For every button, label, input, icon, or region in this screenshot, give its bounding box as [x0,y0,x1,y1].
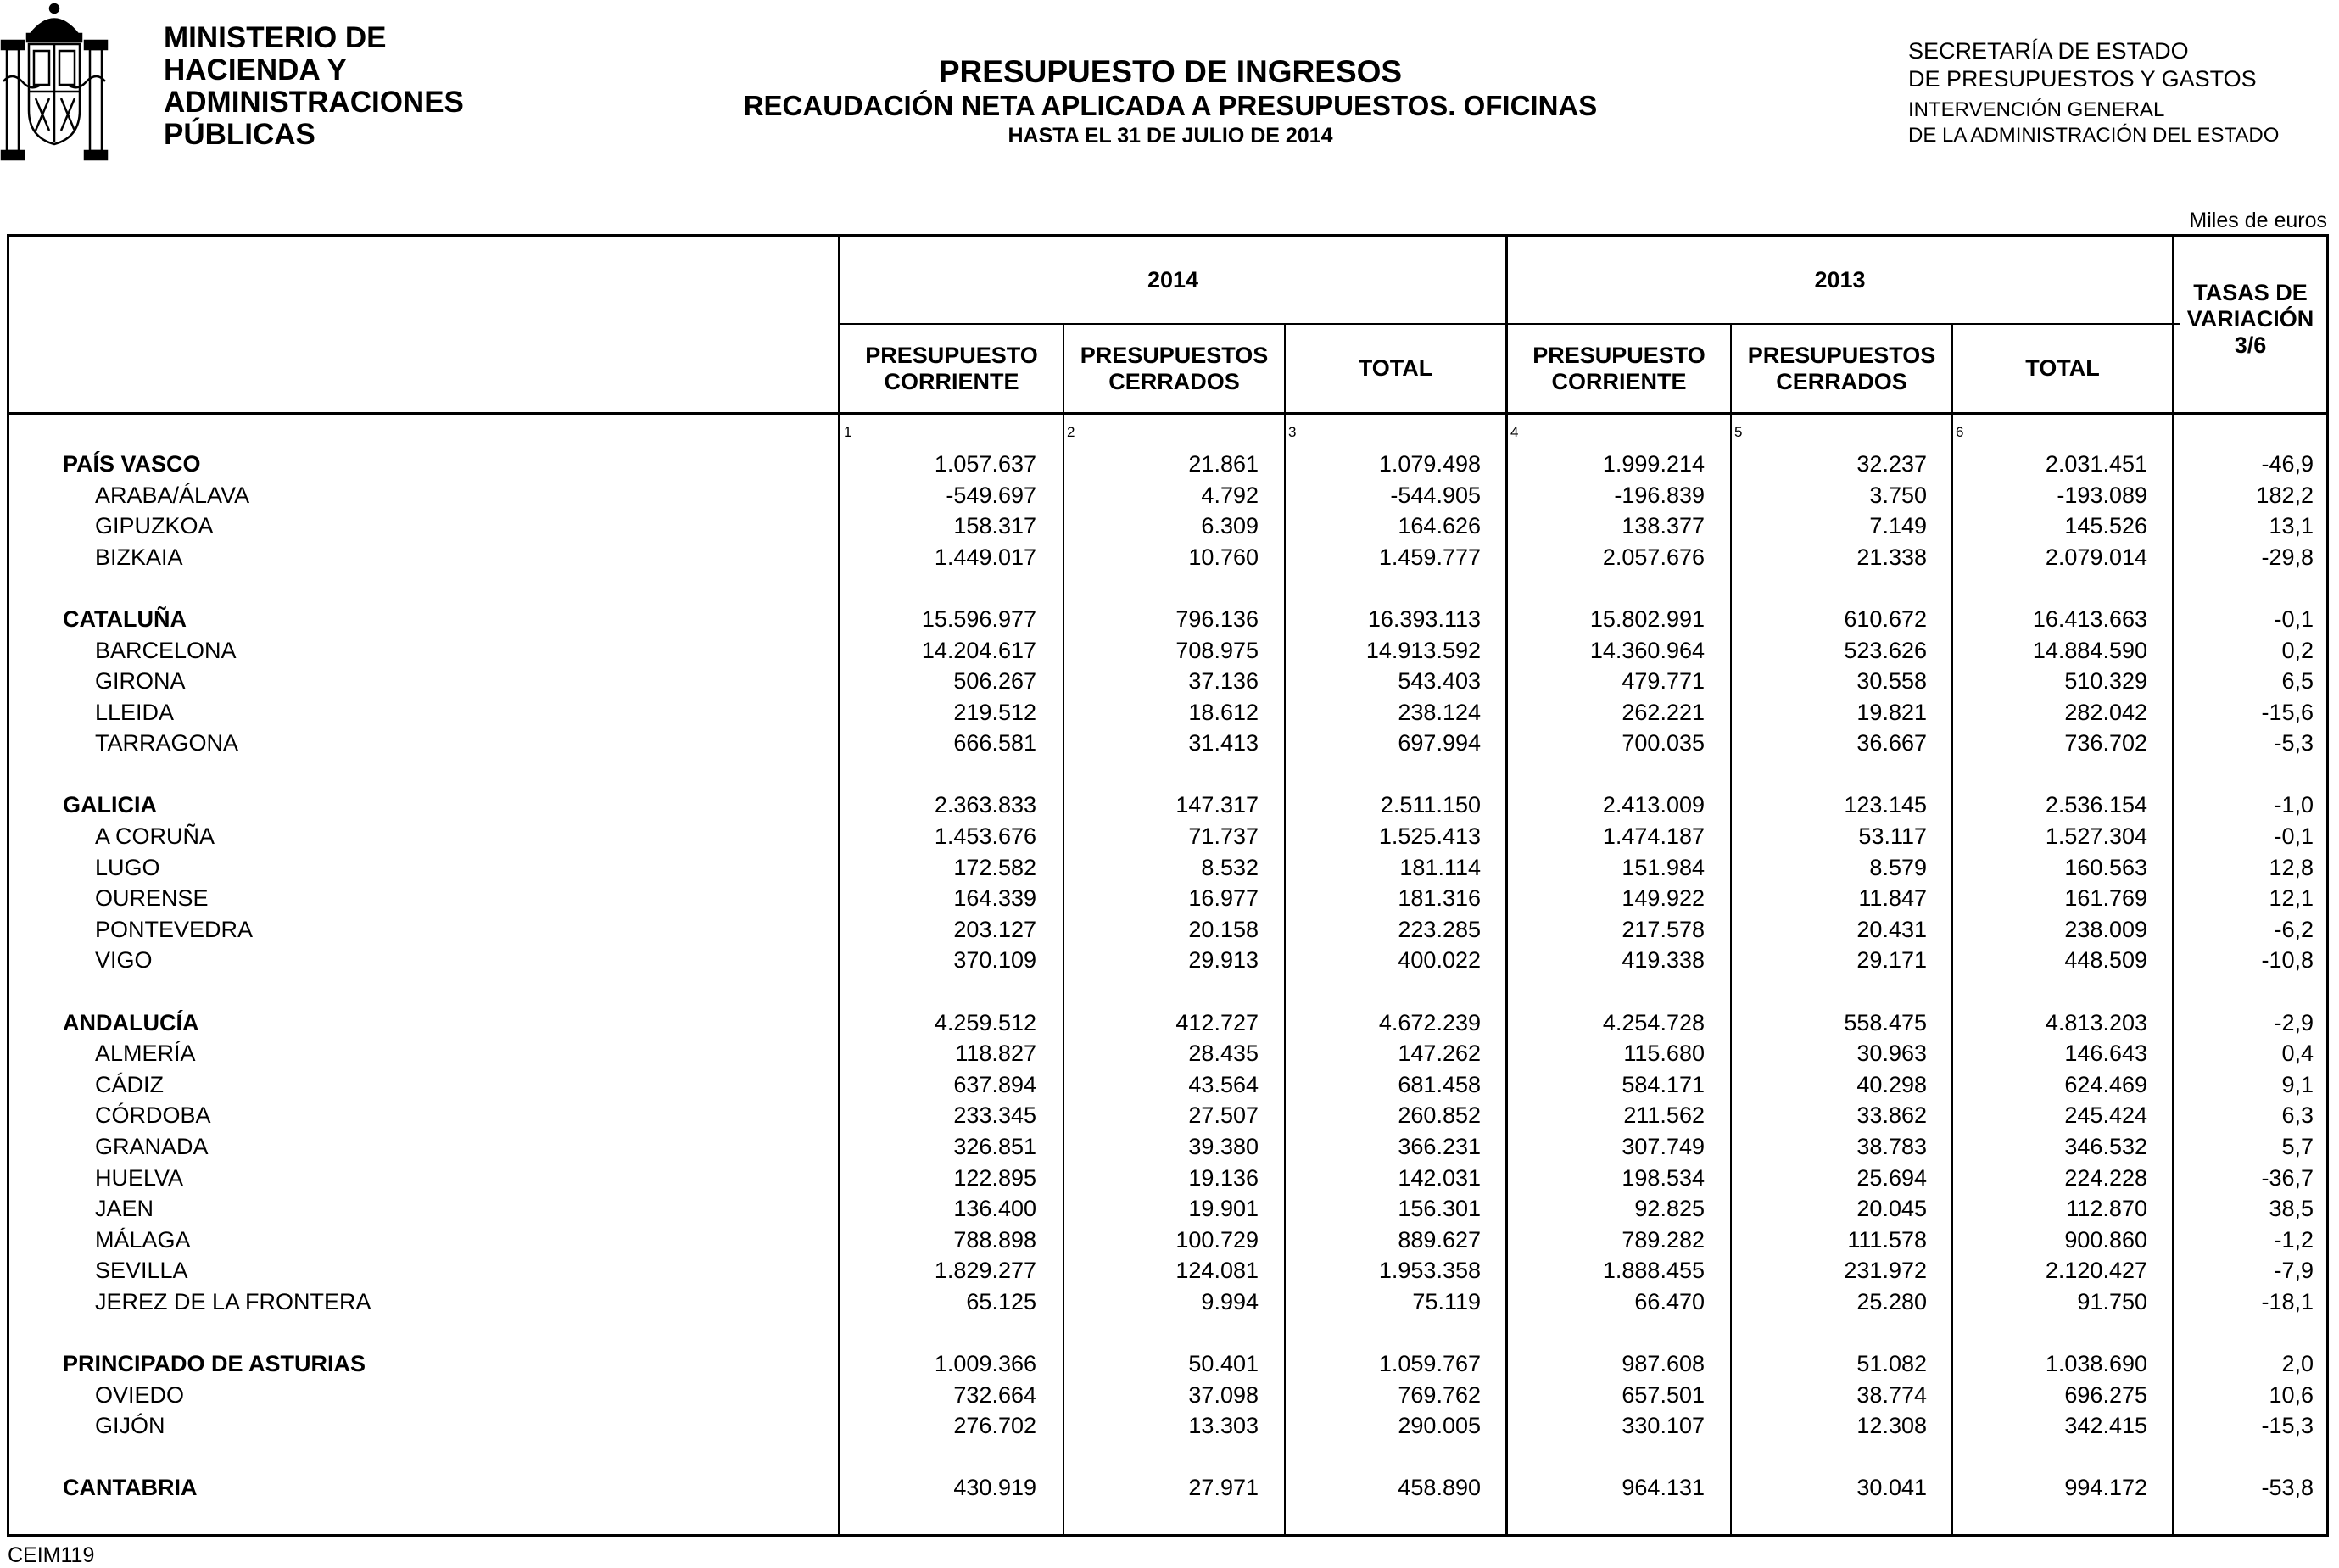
row-value: 111.578 [1847,1226,1927,1253]
row-value: 31.413 [1188,730,1259,756]
table-row-group [0,1007,2339,1039]
row-value: 290.005 [1398,1413,1481,1439]
row-value: 346.532 [2064,1133,2147,1159]
row-value: 1.829.277 [934,1258,1036,1284]
row-value: -15,6 [2261,699,2314,725]
row-value: 1.953.358 [1378,1258,1481,1284]
row-label: PAÍS VASCO [63,451,201,477]
row-value: 25.694 [1856,1164,1927,1191]
row-value: 769.762 [1398,1381,1481,1408]
row-value: 30.963 [1856,1041,1927,1067]
row-value: 1.009.366 [934,1351,1036,1376]
report-date: HASTA EL 31 DE JULIO DE 2014 [1008,124,1333,148]
row-value: 1.888.455 [1602,1258,1705,1284]
row-value: 260.852 [1398,1102,1481,1129]
row-label: CÁDIZ [95,1071,164,1097]
column-number: 4 [1510,424,1519,440]
row-value: 36.667 [1856,730,1927,756]
row-value: -10,8 [2261,947,2314,974]
table-row [0,728,2339,759]
row-label: SEVILLA [95,1258,188,1284]
secretariat-line: SECRETARÍA DE ESTADO [1908,38,2189,64]
row-value: 412.727 [1175,1009,1259,1035]
row-value: 233.345 [953,1102,1036,1129]
column-number: 5 [1734,424,1743,440]
row-value: 6,3 [2281,1102,2314,1129]
row-label: CATALUÑA [63,605,187,632]
row-value: 4.813.203 [2045,1009,2147,1035]
row-value: 4.259.512 [934,1009,1036,1035]
row-value: -6,2 [2274,916,2314,942]
row-value: -46,9 [2261,451,2314,477]
row-value: 4.672.239 [1378,1009,1481,1035]
row-value: 147.317 [1175,792,1259,818]
row-value: 0,4 [2281,1041,2314,1067]
row-label: BIZKAIA [95,544,183,570]
table-row [0,1131,2339,1163]
header-total-2013: TOTAL [2025,355,2100,381]
row-value: 696.275 [2064,1381,2147,1408]
table-row [0,1410,2339,1442]
row-value: 65.125 [966,1288,1036,1314]
row-label: A CORUÑA [95,823,215,849]
row-label: MÁLAGA [95,1226,191,1253]
table-row [0,1100,2339,1131]
row-value: 400.022 [1398,947,1481,974]
row-value: -2,9 [2274,1009,2314,1035]
table-row [0,635,2339,667]
row-value: 25.280 [1856,1288,1927,1314]
row-value: 11.847 [1858,885,1927,912]
row-value: 149.922 [1622,885,1705,912]
row-value: 115.680 [1623,1041,1705,1067]
row-value: -1,2 [2274,1226,2314,1253]
row-value: 366.231 [1398,1133,1481,1159]
row-value: 330.107 [1622,1413,1705,1439]
row-value: 2.511.150 [1380,792,1481,818]
ministry-line: ADMINISTRACIONES [164,86,464,119]
row-value: 2.536.154 [2045,792,2147,818]
row-value: 20.158 [1188,916,1259,942]
row-value: 479.771 [1622,668,1705,695]
row-value: 14.360.964 [1589,637,1705,663]
column-number: 6 [1956,424,1964,440]
row-value: 789.282 [1622,1226,1705,1253]
row-value: -7,9 [2274,1258,2314,1284]
row-value: 203.127 [953,916,1036,942]
table-row [0,1286,2339,1318]
row-value: 276.702 [953,1413,1036,1439]
row-value: 18.612 [1188,699,1259,725]
row-value: 38.774 [1856,1381,1927,1408]
intervention-line: DE LA ADMINISTRACIÓN DEL ESTADO [1908,124,2280,147]
secretariat-block [1908,37,2279,148]
row-value: 987.608 [1622,1351,1705,1376]
row-value: 282.042 [2064,699,2147,725]
row-value: 16.393.113 [1367,605,1481,632]
row-value: 33.862 [1856,1102,1927,1129]
row-value: 543.403 [1398,668,1481,695]
row-value: 118.827 [955,1041,1036,1067]
table-row [0,666,2339,697]
row-value: 637.894 [953,1071,1036,1097]
row-value: 231.972 [1844,1258,1927,1284]
row-value: 16.977 [1188,885,1259,912]
row-value: 92.825 [1634,1196,1705,1222]
row-value: -549.697 [946,482,1036,508]
row-value: 124.081 [1175,1258,1259,1284]
ministry-name [164,22,464,151]
row-label: ARABA/ÁLAVA [95,482,250,508]
row-label: HUELVA [95,1164,184,1191]
row-value: 10.760 [1188,544,1259,570]
row-value: 2.031.451 [2045,451,2147,477]
row-value: -29,8 [2261,544,2314,570]
row-value: -1,0 [2274,792,2314,818]
row-value: 1.999.214 [1602,451,1705,477]
row-value: 38.783 [1856,1133,1927,1159]
row-label: PONTEVEDRA [95,916,254,942]
header-cerrados-2013: PRESUPUESTOS CERRADOS [1747,342,1936,394]
row-value: 732.664 [953,1381,1036,1408]
row-value: 30.041 [1856,1475,1927,1501]
row-value: 238.009 [2064,916,2147,942]
row-value: 51.082 [1856,1351,1927,1376]
row-value: 2.057.676 [1602,544,1705,570]
row-value: 19.901 [1188,1196,1259,1222]
row-value: 510.329 [2064,668,2147,695]
row-value: 523.626 [1844,637,1927,663]
table-row [0,1255,2339,1286]
row-value: 7.149 [1869,513,1927,539]
row-value: 12,1 [2269,885,2314,912]
table-row-group [0,604,2339,635]
row-value: 558.475 [1844,1009,1927,1035]
row-value: 39.380 [1188,1133,1259,1159]
row-value: 12.308 [1856,1413,1927,1439]
row-label: GIPUZKOA [95,513,214,539]
header-tasas: TASAS DE VARIACIÓN 3/6 [2186,280,2314,358]
table-row [0,821,2339,852]
row-value: 1.527.304 [2045,823,2147,849]
table-row [0,697,2339,728]
row-value: 30.558 [1856,668,1927,695]
row-value: 430.919 [953,1475,1036,1501]
row-value: 181.316 [1398,885,1481,912]
row-value: 13.303 [1188,1413,1259,1439]
row-value: 3.750 [1869,482,1927,508]
report-title: PRESUPUESTO DE INGRESOS [938,54,1403,89]
row-value: 697.994 [1398,730,1481,756]
row-value: 164.339 [953,885,1036,912]
row-value: 91.750 [2077,1288,2147,1314]
row-value: 10,6 [2269,1381,2314,1408]
row-value: 136.400 [953,1196,1036,1222]
row-value: 15.596.977 [921,605,1036,632]
row-value: 28.435 [1188,1041,1259,1067]
row-value: -196.839 [1614,482,1705,508]
row-value: 100.729 [1175,1226,1259,1253]
row-value: 160.563 [2064,854,2147,880]
table-row-group [0,1472,2339,1504]
row-value: 181.114 [1399,854,1481,880]
row-value: 2,0 [2281,1351,2314,1376]
header-cerrados-2014: PRESUPUESTOS CERRADOS [1080,342,1269,394]
table-row [0,1163,2339,1194]
row-value: 458.890 [1398,1475,1481,1501]
row-value: -36,7 [2261,1164,2314,1191]
column-number: 2 [1067,424,1075,440]
header-year-2014: 2014 [1147,266,1199,293]
row-value: 147.262 [1398,1041,1481,1067]
table-row-group [0,1348,2339,1380]
row-value: 1.449.017 [934,544,1036,570]
row-label: TARRAGONA [95,730,239,756]
row-value: 245.424 [2064,1102,2147,1129]
row-value: 223.285 [1398,916,1481,942]
row-value: 151.984 [1622,854,1705,880]
table-row [0,511,2339,542]
row-value: 75.119 [1412,1288,1481,1314]
row-value: 1.038.690 [2045,1351,2147,1376]
intervention-line: INTERVENCIÓN GENERAL [1908,98,2165,121]
row-value: 14.913.592 [1365,637,1481,663]
row-value: 2.079.014 [2045,544,2147,570]
row-value: 66.470 [1634,1288,1705,1314]
row-value: 112.870 [2066,1196,2147,1222]
row-label: ANDALUCÍA [63,1009,199,1035]
row-value: 138.377 [1622,513,1705,539]
row-label: OVIEDO [95,1381,185,1408]
row-value: 27.971 [1188,1475,1259,1501]
row-value: 889.627 [1398,1226,1481,1253]
secretariat-line: DE PRESUPUESTOS Y GASTOS [1908,66,2257,92]
row-value: 71.737 [1188,823,1259,849]
row-value: 224.228 [2064,1164,2147,1191]
table-row [0,1380,2339,1411]
row-value: 708.975 [1175,637,1259,663]
row-value: 27.507 [1188,1102,1259,1129]
row-value: 1.525.413 [1378,823,1481,849]
table-row [0,914,2339,946]
row-value: 8.532 [1201,854,1259,880]
footer-code: CEIM119 [8,1543,95,1567]
units-label: Miles de euros [2189,209,2327,232]
table-row [0,1193,2339,1225]
row-value: 1.474.187 [1602,823,1705,849]
row-value: 21.338 [1856,544,1927,570]
row-value: 326.851 [953,1133,1036,1159]
row-value: 172.582 [953,854,1036,880]
row-value: 20.431 [1856,916,1927,942]
row-value: 238.124 [1398,699,1481,725]
row-label: JAEN [95,1196,154,1222]
table-row-group [0,790,2339,821]
row-value: -0,1 [2274,823,2314,849]
row-value: 681.458 [1398,1071,1481,1097]
row-value: 146.643 [2064,1041,2147,1067]
row-label: JEREZ DE LA FRONTERA [95,1288,371,1314]
row-label: VIGO [95,947,153,974]
row-value: 40.298 [1856,1071,1927,1097]
table-row [0,480,2339,511]
row-value: -0,1 [2274,605,2314,632]
row-label: CANTABRIA [63,1475,198,1501]
row-value: 156.301 [1398,1196,1481,1222]
row-value: 8.579 [1869,854,1927,880]
header-corriente-2013: PRESUPUESTO CORRIENTE [1532,342,1705,394]
row-value: 448.509 [2064,947,2147,974]
row-value: 9,1 [2281,1071,2314,1097]
row-value: 657.501 [1622,1381,1705,1408]
header-total-2014: TOTAL [1358,355,1433,381]
row-value: 624.469 [2064,1071,2147,1097]
row-value: 12,8 [2269,854,2314,880]
row-value: 198.534 [1622,1164,1705,1191]
row-value: -18,1 [2261,1288,2314,1314]
row-value: 342.415 [2064,1413,2147,1439]
row-label: GIJÓN [95,1413,165,1439]
row-value: 43.564 [1188,1071,1259,1097]
report-subtitle: RECAUDACIÓN NETA APLICADA A PRESUPUESTOS. OFICINAS [743,90,1598,121]
coat-of-arms-logo [0,0,109,168]
row-value: 16.413.663 [2032,605,2147,632]
row-value: 2.120.427 [2045,1258,2147,1284]
row-value: 53.117 [1858,823,1927,849]
row-label: OURENSE [95,885,209,912]
row-value: 994.172 [2064,1475,2147,1501]
row-label: GIRONA [95,668,186,695]
row-value: 796.136 [1175,605,1259,632]
row-value: 5,7 [2281,1133,2314,1159]
row-value: 900.860 [2064,1226,2147,1253]
row-value: -193.089 [2057,482,2147,508]
row-value: 21.861 [1188,451,1259,477]
row-value: 6.309 [1201,513,1259,539]
table-row [0,1038,2339,1069]
row-value: -15,3 [2261,1413,2314,1439]
row-value: 50.401 [1188,1351,1259,1376]
column-number: 1 [844,424,852,440]
header-year-2013: 2013 [1814,266,1866,293]
report-title-block [645,54,1696,149]
row-value: 6,5 [2281,668,2314,695]
row-value: 666.581 [953,730,1036,756]
row-value: 217.578 [1622,916,1705,942]
row-value: 1.079.498 [1378,451,1481,477]
ministry-line: MINISTERIO DE [164,21,387,54]
row-label: GALICIA [63,792,157,818]
row-value: 164.626 [1398,513,1481,539]
row-value: 0,2 [2281,637,2314,663]
row-value: 610.672 [1844,605,1927,632]
row-value: 182,2 [2256,482,2314,508]
row-value: 2.363.833 [934,792,1036,818]
row-value: 161.769 [2064,885,2147,912]
row-value: -53,8 [2261,1475,2314,1501]
row-value: 145.526 [2064,513,2147,539]
table-row [0,1225,2339,1256]
row-label: GRANADA [95,1133,209,1159]
row-label: LUGO [95,854,160,880]
row-value: -544.905 [1390,482,1481,508]
table-row-group [0,449,2339,480]
row-value: 15.802.991 [1589,605,1705,632]
table-row [0,542,2339,573]
row-value: 2.413.009 [1602,792,1705,818]
row-value: 1.459.777 [1378,544,1481,570]
row-value: 584.171 [1622,1071,1705,1097]
row-value: 419.338 [1622,947,1705,974]
row-value: 158.317 [953,513,1036,539]
row-value: 700.035 [1622,730,1705,756]
table-row [0,1069,2339,1101]
row-value: 14.884.590 [2032,637,2147,663]
row-value: 32.237 [1856,451,1927,477]
row-value: 1.059.767 [1378,1351,1481,1376]
row-value: 211.562 [1623,1102,1705,1129]
row-value: 37.098 [1188,1381,1259,1408]
ministry-line: HACIENDA Y [164,53,347,86]
row-value: 19.821 [1856,699,1927,725]
row-value: 29.913 [1188,947,1259,974]
row-value: 142.031 [1398,1164,1481,1191]
row-value: 20.045 [1856,1196,1927,1222]
row-value: 262.221 [1622,699,1705,725]
row-value: 19.136 [1188,1164,1259,1191]
row-value: 1.453.676 [934,823,1036,849]
row-label: LLEIDA [95,699,175,725]
table-row [0,852,2339,884]
row-value: 9.994 [1201,1288,1259,1314]
row-value: 29.171 [1856,947,1927,974]
row-value: 122.895 [953,1164,1036,1191]
ministry-line: PÚBLICAS [164,118,315,151]
header-corriente-2014: PRESUPUESTO CORRIENTE [865,342,1038,394]
row-value: 4.254.728 [1602,1009,1705,1035]
row-value: 1.057.637 [934,451,1036,477]
row-value: 38,5 [2269,1196,2314,1222]
row-value: 736.702 [2064,730,2147,756]
row-label: ALMERÍA [95,1041,196,1067]
row-label: CÓRDOBA [95,1102,211,1129]
row-label: PRINCIPADO DE ASTURIAS [63,1351,366,1376]
row-value: 964.131 [1622,1475,1705,1501]
row-label: BARCELONA [95,637,237,663]
row-value: 370.109 [953,947,1036,974]
row-value: 307.749 [1622,1133,1705,1159]
table-row [0,945,2339,976]
row-value: 14.204.617 [921,637,1036,663]
row-value: 37.136 [1188,668,1259,695]
table-row [0,883,2339,914]
row-value: 506.267 [953,668,1036,695]
row-value: 13,1 [2269,513,2314,539]
row-value: 219.512 [953,699,1036,725]
row-value: 123.145 [1844,792,1927,818]
column-number: 3 [1288,424,1297,440]
row-value: 788.898 [953,1226,1036,1253]
row-value: 4.792 [1201,482,1259,508]
row-value: -5,3 [2274,730,2314,756]
